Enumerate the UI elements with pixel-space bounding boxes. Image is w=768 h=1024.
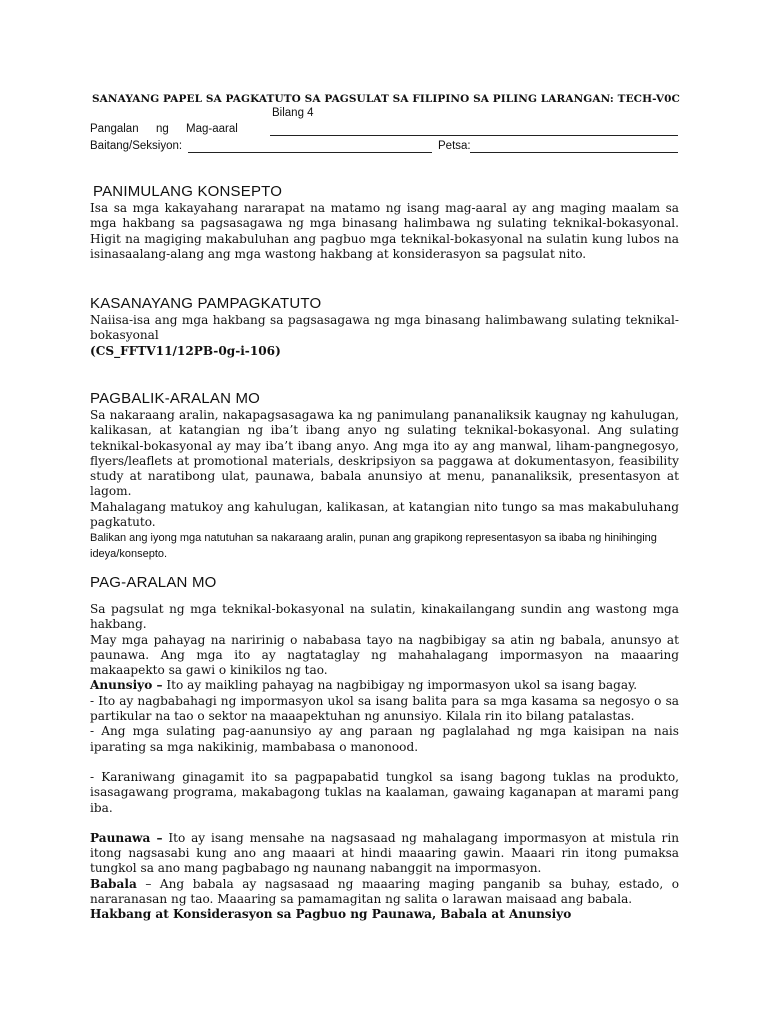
date-input-line[interactable] (470, 140, 678, 153)
kasanayang-text (90, 313, 679, 359)
definition: Ito ay isang mensahe na nagsasaad ng mahalagang impormasyon at mistula rin itong nagsasabi kung ano ang maaari at hindi maaaring gawin. Maaari rin itong pumaksa tungkol sa ano mang pagbabago ng naunang nabanggit na impormasyon. (90, 830, 679, 876)
bullet: - Karaniwang ginagamit ito sa pagpapabatid tungkol sa isang bagong tuklas na produkto, isasagawang programa, makabagong tuklas na kaalaman, gawaing kaganapan at marami pang iba. (90, 769, 679, 815)
definition: – Ang babala ay nagsasaad ng maaaring maging panganib sa buhay, estado, o nararanasan ng tao. Maaaring sa pamamagitan ng salita o larawan maisaad ang babala. (90, 876, 679, 907)
anunsiyo-definition (90, 678, 679, 693)
name-input-line[interactable] (270, 123, 678, 136)
term-babala: Babala (90, 876, 137, 891)
term-anunsiyo: Anunsiyo – (90, 678, 163, 693)
name-label: Pangalan (90, 123, 139, 135)
paragraph: Sa nakaraang aralin, nakapagsasagawa ka ng panimulang pananaliksik kaugnay ng kahulugan, kalikasan, at katangian ng iba’t ibang anyo ng sulating teknikal-bokasyonal. Ang sulating teknikal-bokasyonal ay may iba’t ibang anyo. Ang mga ito ay ang manwal, liham-pangnegosyo, flyers/leaflets at promotional materials, deskripsiyon sa paggawa at dokumentasyon, feasibility study at naratibong ulat, paunawa, babala anunsiyo at menu, pananaliksik, presentasyon at lagom. (90, 408, 679, 499)
paragraph: Naiisa-isa ang mga hakbang sa pagsasagawa ng mga binasang halimbawang sulating teknikal-bokasyonal (90, 313, 679, 343)
term-paunawa: Paunawa – (90, 830, 163, 845)
paragraph: Isa sa mga kakayahang nararapat na matamo ng isang mag-aaral ay ang maging maalam sa mga hakbang sa pagsasagawa ng mga binasang halimbawa ng sulating teknikal-bokasyonal. Higit na magiging makabuluhan ang pagbuo mga teknikal-bokasyonal na sulatin kung lubos na isinasaalang-alang ang mga wastong hakbang at konsiderasyon sa pagsulat nito. (90, 201, 679, 261)
instruction-note: Balikan ang iyong mga natutuhan sa nakaraang aralin, punan ang grapikong representasyon sa ibaba ng hinihinging ideya/konsepto. (90, 532, 657, 560)
name-field-row (90, 123, 680, 141)
pag-aralan-text (90, 602, 679, 923)
paunawa-definition (90, 831, 679, 877)
name-label-ng: ng (156, 123, 169, 135)
definition: Ito ay maikling pahayag na nagbibigay ng impormasyon ukol sa isang bagay. (162, 678, 638, 693)
heading-panimulang-konsepto: PANIMULANG KONSEPTO (93, 183, 283, 200)
worksheet-title: SANAYANG PAPEL SA PAGKATUTO SA PAGSULAT SA FILIPINO SA PILING LARANGAN: TECH-V0C (92, 93, 680, 105)
panimulang-konsepto-text (90, 201, 679, 262)
pagbalik-aralan-text (90, 408, 679, 530)
heading-pag-aralan: PAG-ARALAN MO (90, 574, 217, 591)
bullet: - Ang mga sulating pag-aanunsiyo ay ang paraan ng paglalahad ng mga kaisipan na nais iparating sa mga nakikinig, mambabasa o manonood. (90, 724, 679, 754)
section-label: Baitang/Seksiyon: (90, 140, 183, 152)
section-input-line[interactable] (188, 140, 432, 153)
closing-heading: Hakbang at Konsiderasyon sa Pagbuo ng Paunawa, Babala at Anunsiyo (90, 907, 572, 922)
heading-kasanayang: KASANAYANG PAMPAGKATUTO (90, 295, 322, 312)
babala-definition (90, 877, 679, 908)
paragraph: May mga pahayag na naririnig o nababasa tayo na nagbibigay sa atin ng babala, anunsyo at paunawa. Ang mga ito ay nagtataglay ng mahahalagang impormasyon na maaaring makaapekto sa gawi o kinikilos ng tao. (90, 632, 679, 678)
paragraph: Mahalagang matukoy ang kahulugan, kalikasan, at katangian nito tungo sa mas makabuluhang pagkatuto. (90, 499, 679, 530)
heading-pagbalik-aralan: PAGBALIK-ARALAN MO (90, 390, 261, 407)
section-date-row (90, 140, 680, 158)
name-label-mag-aaral: Mag-aaral (186, 123, 238, 135)
bullet: - Ito ay nagbabahagi ng impormasyon ukol sa isang balita para sa mga kasama sa negosyo o sa partikular na tao o sektor na maaapektuhan ng anunsiyo. Kilala rin ito bilang patalastas. (90, 693, 679, 724)
competency-code: (CS_FFTV11/12PB-0g-i-106) (90, 343, 281, 358)
paragraph: Sa pagsulat ng mga teknikal-bokasyonal na sulatin, kinakailangang sundin ang wastong mga hakbang. (90, 602, 679, 632)
date-label: Petsa: (438, 140, 471, 152)
worksheet-number: Bilang 4 (272, 107, 314, 119)
